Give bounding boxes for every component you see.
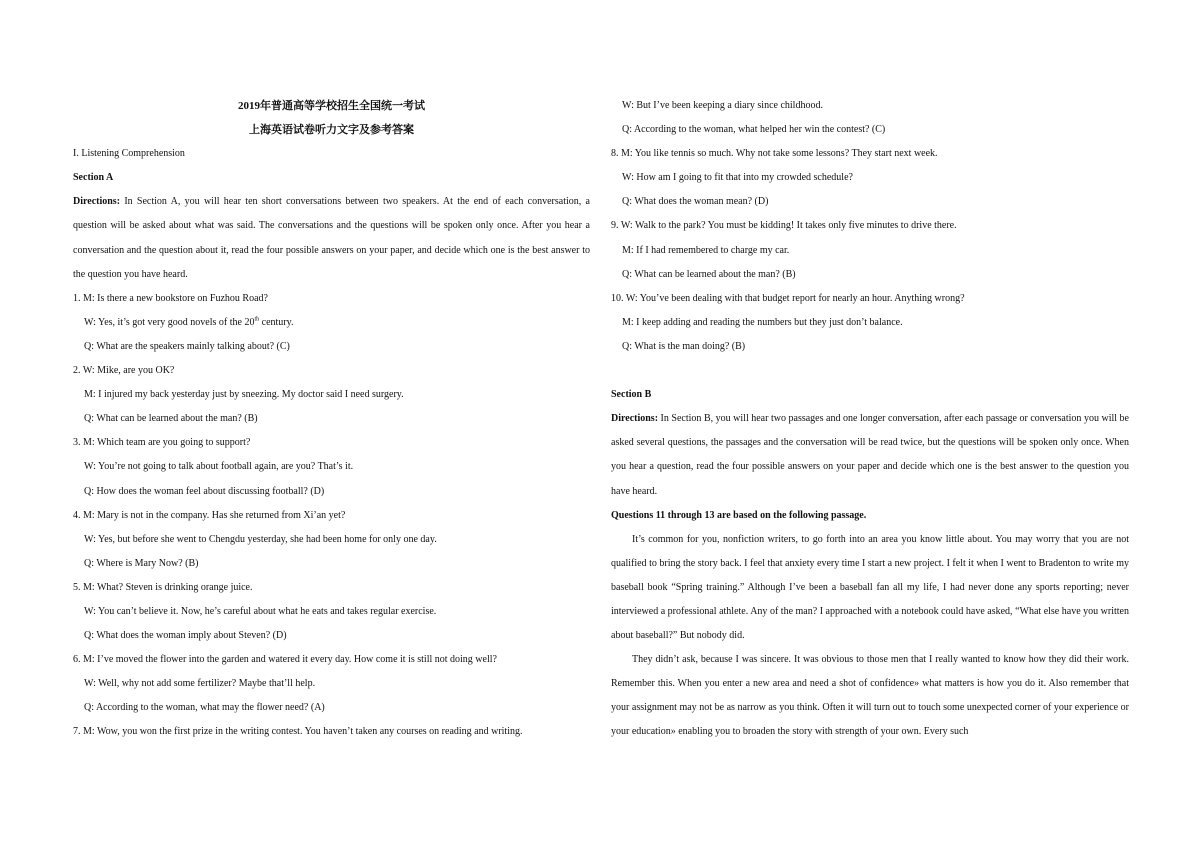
q1-question: Q: What are the speakers mainly talking about? (C) xyxy=(84,340,290,352)
q2-line-1: 2. W: Mike, are you OK? xyxy=(73,365,175,377)
passage-paragraph-1: It’s common for you, nonfiction writers, to go forth into an area you know little about. You may worry that you are not qualified to bring the story back. I feel that anxiety every time I start a new project. I felt it when I went to Bradenton to write my baseball book “Spring training.” Although I’ve been a baseball fan all my life, I had never done any sports reporting; never interviewed a professional athlete. Any of the man? I approached with a notebook could have asked, “What else have you written about baseball?” But nobody did. xyxy=(611,533,1129,642)
q8-line-2: W: How am I going to fit that into my crowded schedule? xyxy=(622,172,853,184)
directions-label: Directions: xyxy=(73,196,121,208)
q10-line-2: M: I keep adding and reading the numbers but they just don’t balance. xyxy=(622,316,903,328)
passage-paragraph-2: They didn’t ask, because I was sincere. It was obvious to those men that I really wanted to know how they did their work. Remember this. When you enter a new area and need a shot of confidence» what matters is how you do it. Also remember that your assignment may not be as narrow as you think. Often it will turn out to touch some unexpected corner of your experience or your education» enabling you to broaden the story with strength of your own. Every such xyxy=(611,654,1129,738)
q8-question: Q: What does the woman mean? (D) xyxy=(622,196,769,208)
right-column xyxy=(611,94,1129,745)
q9-line-1: 9. W: Walk to the park? You must be kidding! It takes only five minutes to drive there. xyxy=(611,220,957,232)
section-b-directions xyxy=(611,407,1129,503)
q3-question: Q: How does the woman feel about discussing football? (D) xyxy=(84,485,325,497)
part-heading: I. Listening Comprehension xyxy=(73,148,185,160)
section-a-directions xyxy=(73,190,590,286)
section-b-heading: Section B xyxy=(611,389,652,401)
document-subtitle: 上海英语试卷听力文字及参考答案 xyxy=(249,124,414,137)
directions-label-b: Directions: xyxy=(611,413,659,425)
q1-line-2-tail: century. xyxy=(259,316,294,328)
q9-line-2: M: If I had remembered to charge my car. xyxy=(622,244,790,256)
q4-question: Q: Where is Mary Now? (B) xyxy=(84,557,199,569)
q7-question: Q: According to the woman, what helped her win the contest? (C) xyxy=(622,124,886,136)
q5-line-1: 5. M: What? Steven is drinking orange juice. xyxy=(73,581,253,593)
section-a-heading: Section A xyxy=(73,172,114,184)
q3-line-2: W: You’re not going to talk about football again, are you? That’s it. xyxy=(84,461,354,473)
q3-line-1: 3. M: Which team are you going to support? xyxy=(73,437,251,449)
q10-question: Q: What is the man doing? (B) xyxy=(622,340,746,352)
q1-line-2 xyxy=(73,311,590,335)
q6-question: Q: According to the woman, what may the flower need? (A) xyxy=(84,702,325,714)
directions-text-b: In Section B, you will hear two passages and one longer conversation, after each passage or conversation you will be asked several questions, the passages and the conversation will be read twice, but the questions will be spoken only once. When you hear a question, read the four possible answers on your paper and decide which one is the best answer to the question you have heard. xyxy=(611,413,1129,497)
q1-line-2-text: W: Yes, it’s got very good novels of the 20 xyxy=(84,316,255,328)
q6-line-2: W: Well, why not add some fertilizer? Maybe that’ll help. xyxy=(84,678,316,690)
q8-line-1: 8. M: You like tennis so much. Why not take some lessons? They start next week. xyxy=(611,148,938,160)
q1-superscript: th xyxy=(254,316,260,323)
q7-line-2: W: But I’ve been keeping a diary since childhood. xyxy=(622,100,823,111)
q5-question: Q: What does the woman imply about Steven? (D) xyxy=(84,630,287,642)
q4-line-1: 4. M: Mary is not in the company. Has she returned from Xi’an yet? xyxy=(73,509,346,521)
section-spacer xyxy=(611,359,1129,383)
q2-line-2: M: I injured my back yesterday just by sneezing. My doctor said I need surgery. xyxy=(84,389,404,401)
q1-line-1: 1. M: Is there a new bookstore on Fuzhou Road? xyxy=(73,292,268,304)
q5-line-2: W: You can’t believe it. Now, he’s careful about what he eats and takes regular exercise. xyxy=(84,605,437,617)
q6-line-1: 6. M: I’ve moved the flower into the garden and watered it every day. How come it is still not doing well? xyxy=(73,654,497,666)
q7-line-1: 7. M: Wow, you won the first prize in the writing contest. You haven’t taken any courses on reading and writing. xyxy=(73,726,523,738)
left-column xyxy=(73,94,590,745)
q10-line-1: 10. W: You’ve been dealing with that budget report for nearly an hour. Anything wrong? xyxy=(611,292,965,304)
document-title: 2019年普通高等学校招生全国统一考试 xyxy=(238,100,425,112)
q2-question: Q: What can be learned about the man? (B) xyxy=(84,413,258,425)
directions-text: In Section A, you will hear ten short conversations between two speakers. At the end of each conversation, a question will be asked about what was said. The conversations and the questions will be spoken only once. After you hear a conversation and the question about it, read the four possible answers on your paper, and decide which one is the best answer to the question you have heard. xyxy=(73,196,590,280)
q9-question: Q: What can be learned about the man? (B) xyxy=(622,268,796,280)
q4-line-2: W: Yes, but before she went to Chengdu yesterday, she had been home for only one day. xyxy=(84,533,437,545)
passage-heading: Questions 11 through 13 are based on the following passage. xyxy=(611,509,867,521)
